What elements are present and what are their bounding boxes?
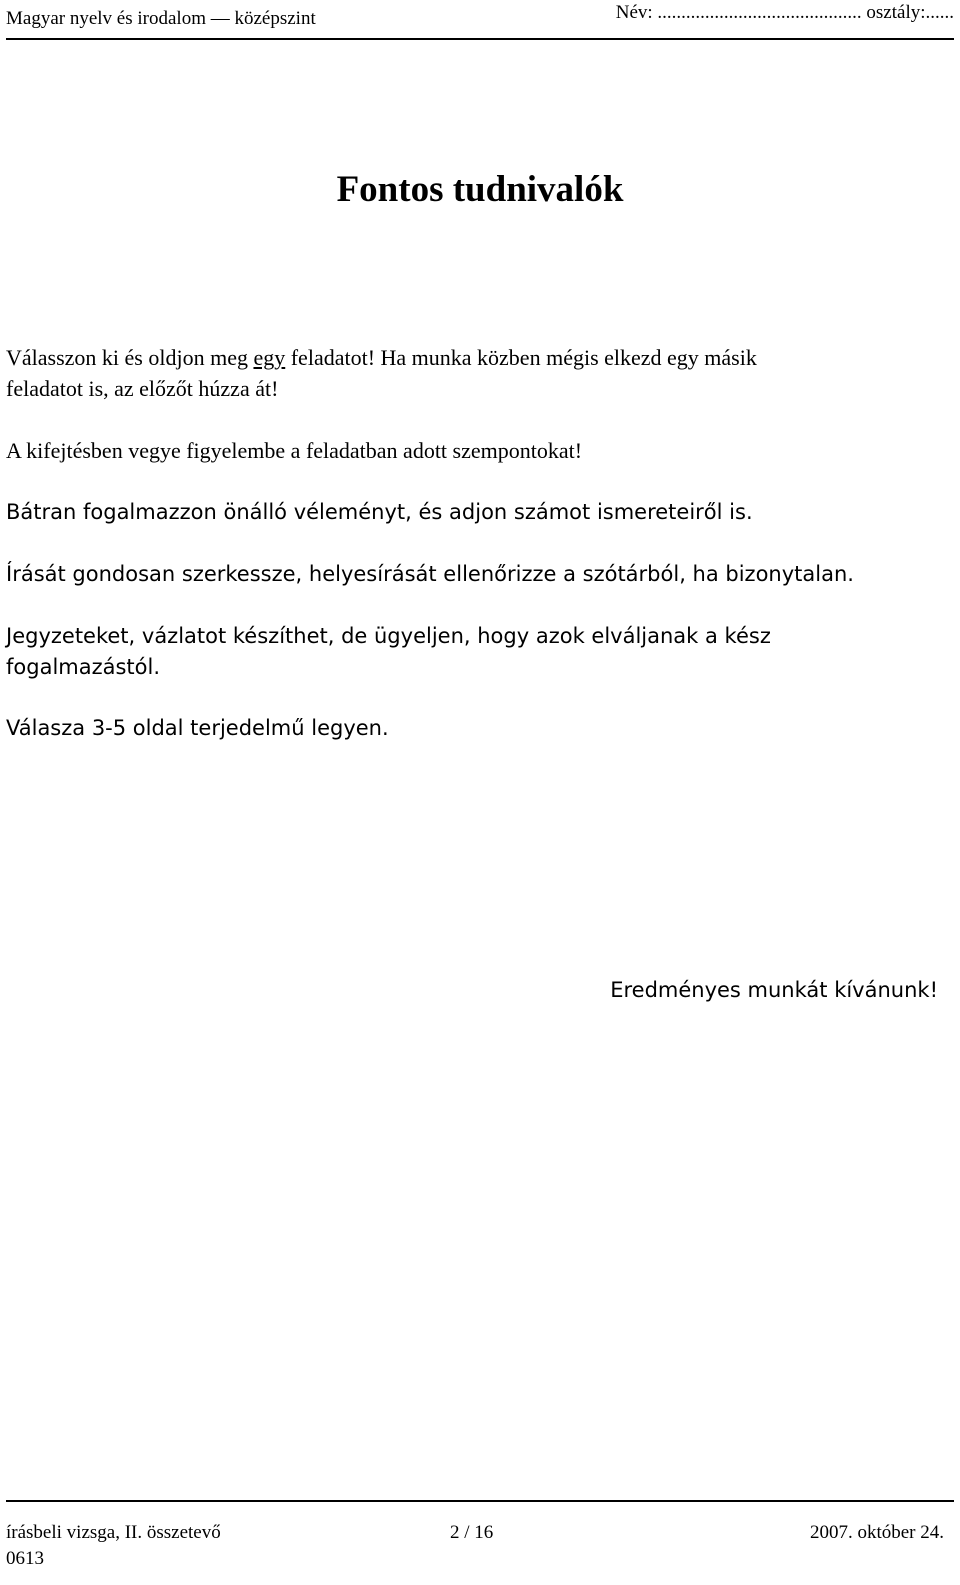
instruction-length: Válasza 3-5 oldal terjedelmű legyen. — [6, 716, 389, 740]
p5-line1: Jegyzeteket, vázlatot készíthet, de ügyeljen, hogy azok elváljanak a kész — [6, 624, 771, 648]
footer-exam-part: írásbeli vizsga, II. összetevő — [6, 1522, 221, 1543]
p5-line2: fogalmazástól. — [6, 655, 161, 679]
page-title: Fontos tudnivalók — [336, 169, 624, 210]
instruction-opinion: Bátran fogalmazzon önálló véleményt, és adjon számot ismereteiről is. — [6, 500, 753, 524]
p1-emphasis: egy — [253, 345, 286, 370]
p1-post: feladatot! Ha munka közben mégis elkezd egy másik — [285, 345, 757, 370]
header-subject: Magyar nyelv és irodalom — középszint — [6, 8, 316, 29]
instruction-criteria: A kifejtésben vegye figyelembe a feladatban adott szempontokat! — [6, 438, 583, 463]
closing-wish: Eredményes munkát kívánunk! — [610, 978, 938, 1002]
instruction-notes — [6, 621, 951, 683]
footer-code: 0613 — [6, 1548, 44, 1569]
p1-line2: feladatot is, az előzőt húzza át! — [6, 376, 279, 401]
header-name-class: Név: ........................................... osztály:...... — [615, 2, 954, 23]
instruction-spelling: Írását gondosan szerkessze, helyesírását ellenőrizze a szótárból, ha bizonytalan. — [6, 562, 854, 586]
page-header — [6, 0, 954, 40]
footer-page-number: 2 / 16 — [450, 1522, 494, 1543]
instruction-choose-task — [6, 342, 951, 404]
page-footer — [6, 1500, 954, 1569]
p1-pre: Válasszon ki és oldjon meg — [6, 345, 254, 370]
footer-date: 2007. október 24. — [809, 1522, 944, 1543]
